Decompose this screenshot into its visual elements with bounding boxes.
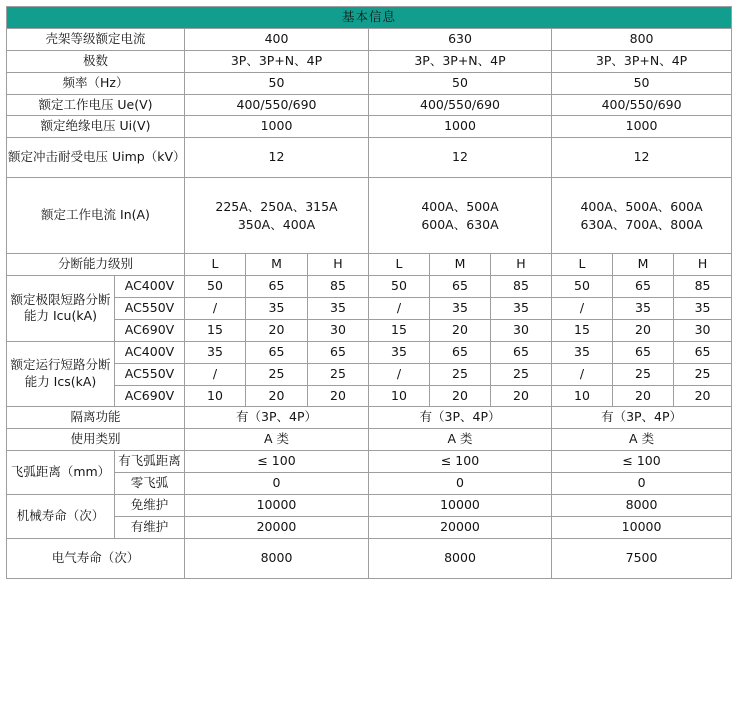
ics-ac550v-400-l: / [185,363,246,385]
sub-label-ics-ac550v: AC550V [115,363,185,385]
ics-ac550v-800-m: 25 [613,363,674,385]
ics-ac550v-630-l: / [369,363,430,385]
cell-in-current-400 [185,178,369,254]
row-ics-ac400v [7,341,732,363]
cell-isolation-800: 有（3P、4P） [552,407,732,429]
cell-in-current-630-line2: 600A、630A [421,216,499,232]
cell-usage-630: A 类 [369,429,552,451]
grade-400-h: H [308,254,369,276]
icu-ac690v-800-h: 30 [674,319,732,341]
row-ue [7,94,732,116]
icu-ac690v-800-m: 20 [613,319,674,341]
icu-ac690v-400-m: 20 [246,319,308,341]
row-label-uimp: 额定冲击耐受电压 Uimp（kV） [7,138,185,178]
sub-label-icu-ac400v: AC400V [115,276,185,298]
icu-ac550v-400-l: / [185,298,246,320]
icu-ac400v-630-l: 50 [369,276,430,298]
cell-mech-maint-800: 10000 [552,516,732,538]
icu-ac690v-630-h: 30 [491,319,552,341]
cell-ue-800: 400/550/690 [552,94,732,116]
icu-ac400v-800-m: 65 [613,276,674,298]
cell-ui-630: 1000 [369,116,552,138]
cell-isolation-400: 有（3P、4P） [185,407,369,429]
cell-ue-630: 400/550/690 [369,94,552,116]
row-isolation [7,407,732,429]
row-ics-ac550v [7,363,732,385]
icu-ac690v-630-m: 20 [430,319,491,341]
ics-ac550v-400-m: 25 [246,363,308,385]
grade-800-m: M [613,254,674,276]
cell-arc-with-630: ≤ 100 [369,451,552,473]
row-label-in-current: 额定工作电流 In(A) [7,178,185,254]
row-label-ui: 额定绝缘电压 Ui(V) [7,116,185,138]
ics-ac550v-400-h: 25 [308,363,369,385]
ics-ac400v-630-h: 65 [491,341,552,363]
cell-in-current-630 [369,178,552,254]
cell-ui-800: 1000 [552,116,732,138]
grade-800-l: L [552,254,613,276]
ics-ac550v-630-m: 25 [430,363,491,385]
cell-uimp-630: 12 [369,138,552,178]
cell-arc-with-400: ≤ 100 [185,451,369,473]
cell-isolation-630: 有（3P、4P） [369,407,552,429]
sub-label-icu-ac550v: AC550V [115,298,185,320]
row-in-current [7,178,732,254]
cell-in-current-400-line1: 225A、250A、315A [215,198,338,214]
row-label-elec-life: 电气寿命（次） [7,538,185,578]
grade-400-m: M [246,254,308,276]
icu-ac550v-630-l: / [369,298,430,320]
icu-ac550v-630-m: 35 [430,298,491,320]
row-ics-ac690v [7,385,732,407]
icu-ac550v-800-l: / [552,298,613,320]
cell-arc-zero-800: 0 [552,473,732,495]
icu-ac690v-400-l: 15 [185,319,246,341]
row-label-frequency: 频率（Hz） [7,72,185,94]
row-arc-distance-with [7,451,732,473]
row-label-icu: 额定极限短路分断能力 Icu(kA) [7,276,115,342]
row-label-mech-life: 机械寿命（次） [7,494,115,538]
ics-ac690v-630-l: 10 [369,385,430,407]
icu-ac400v-400-h: 85 [308,276,369,298]
icu-ac400v-800-h: 85 [674,276,732,298]
cell-in-current-400-line2: 350A、400A [237,216,316,232]
ics-ac400v-400-m: 65 [246,341,308,363]
row-elec-life [7,538,732,578]
grade-630-l: L [369,254,430,276]
ics-ac690v-400-h: 20 [308,385,369,407]
cell-uimp-400: 12 [185,138,369,178]
row-icu-ac550v [7,298,732,320]
ics-ac690v-630-m: 20 [430,385,491,407]
cell-mech-maint-630: 20000 [369,516,552,538]
cell-poles-630: 3P、3P+N、4P [369,50,552,72]
ics-ac400v-800-m: 65 [613,341,674,363]
icu-ac400v-630-h: 85 [491,276,552,298]
cell-frequency-800: 50 [552,72,732,94]
grade-400-l: L [185,254,246,276]
cell-poles-400: 3P、3P+N、4P [185,50,369,72]
sub-label-ics-ac400v: AC400V [115,341,185,363]
cell-frequency-630: 50 [369,72,552,94]
sub-label-arc-with: 有飞弧距离 [115,451,185,473]
table-title-row [7,7,732,29]
ics-ac550v-800-l: / [552,363,613,385]
cell-uimp-800: 12 [552,138,732,178]
row-mech-life-maintenance-free [7,494,732,516]
cell-arc-zero-630: 0 [369,473,552,495]
cell-in-current-630-line1: 400A、500A [421,198,499,214]
icu-ac550v-800-h: 35 [674,298,732,320]
cell-arc-with-800: ≤ 100 [552,451,732,473]
cell-mech-free-630: 10000 [369,494,552,516]
ics-ac690v-800-l: 10 [552,385,613,407]
row-label-breaking-grade: 分断能力级别 [7,254,185,276]
ics-ac400v-400-h: 65 [308,341,369,363]
ics-ac550v-630-h: 25 [491,363,552,385]
row-arc-distance-zero [7,473,732,495]
row-label-usage: 使用类别 [7,429,185,451]
cell-mech-maint-400: 20000 [185,516,369,538]
cell-frame-rating-800: 800 [552,28,732,50]
cell-in-current-800-line1: 400A、500A、600A [580,198,703,214]
ics-ac690v-400-l: 10 [185,385,246,407]
ics-ac690v-400-m: 20 [246,385,308,407]
sub-label-ics-ac690v: AC690V [115,385,185,407]
page-title: 基本信息 [7,7,732,29]
icu-ac550v-630-h: 35 [491,298,552,320]
row-poles [7,50,732,72]
ics-ac550v-800-h: 25 [674,363,732,385]
sub-label-arc-zero: 零飞弧 [115,473,185,495]
grade-630-m: M [430,254,491,276]
icu-ac550v-400-m: 35 [246,298,308,320]
ics-ac400v-630-m: 65 [430,341,491,363]
row-mech-life-with-maintenance [7,516,732,538]
cell-elec-life-630: 8000 [369,538,552,578]
icu-ac400v-630-m: 65 [430,276,491,298]
icu-ac690v-630-l: 15 [369,319,430,341]
ics-ac690v-630-h: 20 [491,385,552,407]
row-uimp [7,138,732,178]
row-usage [7,429,732,451]
cell-mech-free-800: 8000 [552,494,732,516]
cell-frame-rating-400: 400 [185,28,369,50]
sub-label-with-maintenance: 有维护 [115,516,185,538]
sub-label-maintenance-free: 免维护 [115,494,185,516]
ics-ac690v-800-h: 20 [674,385,732,407]
ics-ac400v-800-h: 65 [674,341,732,363]
cell-ui-400: 1000 [185,116,369,138]
icu-ac690v-400-h: 30 [308,319,369,341]
row-frequency [7,72,732,94]
cell-arc-zero-400: 0 [185,473,369,495]
cell-usage-400: A 类 [185,429,369,451]
icu-ac550v-800-m: 35 [613,298,674,320]
row-icu-ac690v [7,319,732,341]
icu-ac550v-400-h: 35 [308,298,369,320]
icu-ac400v-400-l: 50 [185,276,246,298]
row-ui [7,116,732,138]
ics-ac690v-800-m: 20 [613,385,674,407]
cell-poles-800: 3P、3P+N、4P [552,50,732,72]
grade-800-h: H [674,254,732,276]
cell-in-current-800-line2: 630A、700A、800A [580,216,703,232]
ics-ac400v-800-l: 35 [552,341,613,363]
specification-table [6,6,732,579]
cell-usage-800: A 类 [552,429,732,451]
row-frame-rating [7,28,732,50]
cell-in-current-800 [552,178,732,254]
sub-label-icu-ac690v: AC690V [115,319,185,341]
cell-frame-rating-630: 630 [369,28,552,50]
ics-ac400v-400-l: 35 [185,341,246,363]
ics-ac400v-630-l: 35 [369,341,430,363]
cell-elec-life-800: 7500 [552,538,732,578]
row-label-ue: 额定工作电压 Ue(V) [7,94,185,116]
cell-frequency-400: 50 [185,72,369,94]
row-label-ics: 额定运行短路分断能力 Ics(kA) [7,341,115,407]
icu-ac400v-800-l: 50 [552,276,613,298]
row-label-arc-distance: 飞弧距离（mm） [7,451,115,495]
row-label-isolation: 隔离功能 [7,407,185,429]
row-icu-ac400v [7,276,732,298]
row-breaking-grade [7,254,732,276]
row-label-poles: 极数 [7,50,185,72]
row-label-frame-rating: 壳架等级额定电流 [7,28,185,50]
cell-ue-400: 400/550/690 [185,94,369,116]
cell-elec-life-400: 8000 [185,538,369,578]
grade-630-h: H [491,254,552,276]
icu-ac400v-400-m: 65 [246,276,308,298]
cell-mech-free-400: 10000 [185,494,369,516]
icu-ac690v-800-l: 15 [552,319,613,341]
